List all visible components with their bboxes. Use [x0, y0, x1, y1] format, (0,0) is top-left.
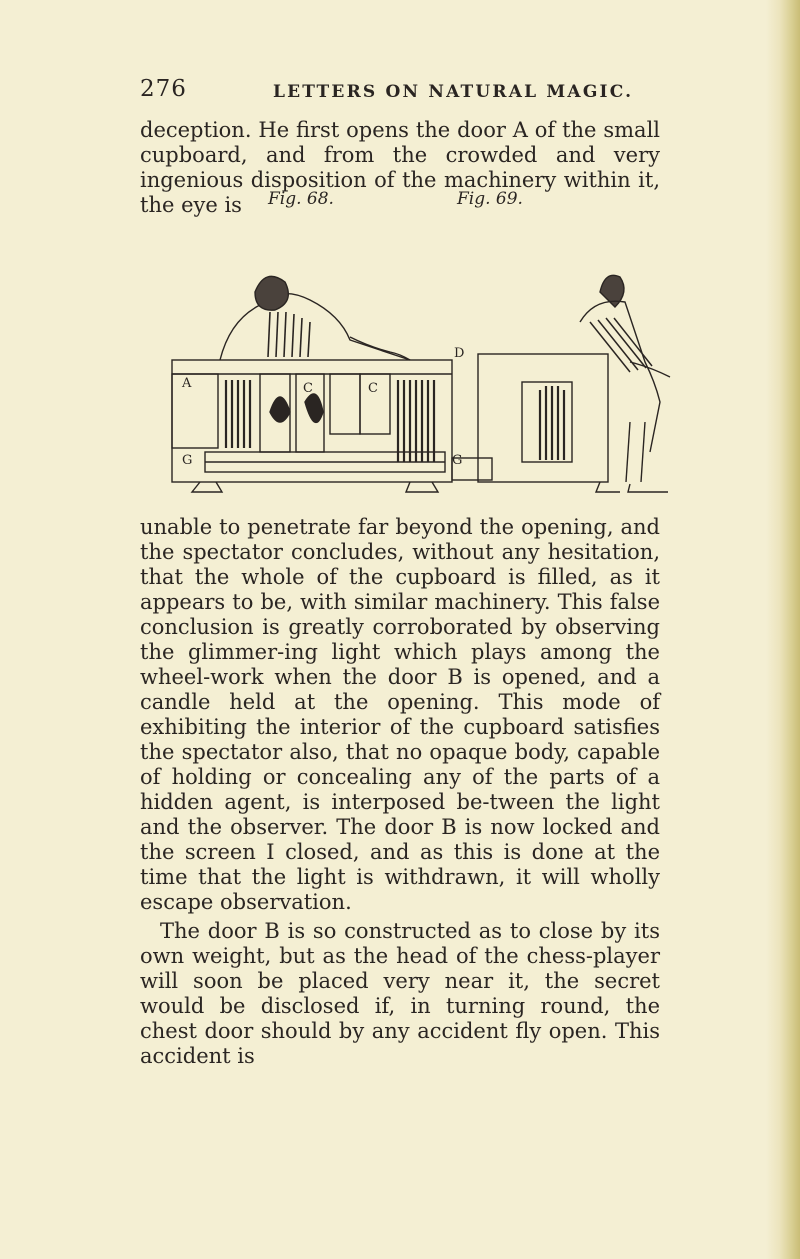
letter-d: D [454, 346, 465, 361]
page-header [140, 76, 660, 112]
figure-68-chest [172, 276, 464, 492]
automaton-illustration [160, 262, 680, 512]
running-title: LETTERS ON NATURAL MAGIC. [273, 82, 634, 102]
paragraph-3: The door B is so constructed as to close by its own weight, but as the head of the chess-player will soon be placed very near it, the secret would be disclosed if, in turning round, the chest door should by any accident fly open. This accident is [140, 919, 660, 1068]
letter-c-2: C [368, 381, 378, 396]
letter-g-2: G [452, 453, 463, 468]
figure-69-chest [452, 275, 670, 492]
page-edge-shadow [766, 0, 800, 1259]
page-number: 276 [140, 76, 187, 102]
paragraph-2: unable to penetrate far beyond the opening, and the spectator concludes, without any hesitation, that the whole of the cupboard is filled, as it appears to be, with similar machinery. This false conclusion is greatly corroborated by observing the glimmer-ing light which plays among the wheel-work when the door B is opened, and a candle held at the opening. This mode of exhibiting the interior of the cupboard satisfies the spectator also, that no opaque body, capable of holding or concealing any of the parts of a hidden agent, is interposed be-tween the light and the observer. The door B is now locked and the screen I closed, and as this is done at the time that the light is withdrawn, it will wholly escape observation. [140, 515, 660, 914]
figure-69-label: Fig. 69. [457, 189, 523, 209]
letter-g-1: G [182, 453, 193, 468]
figure-68-label: Fig. 68. [268, 189, 334, 209]
letter-c-1: C [303, 381, 313, 396]
illustration-svg [160, 262, 680, 512]
letter-a: A [182, 376, 192, 391]
paragraph-1: deception. He first opens the door A of the small cupboard, and from the crowded and very ingenious disposition of the machinery within it, the eye is [140, 118, 660, 217]
